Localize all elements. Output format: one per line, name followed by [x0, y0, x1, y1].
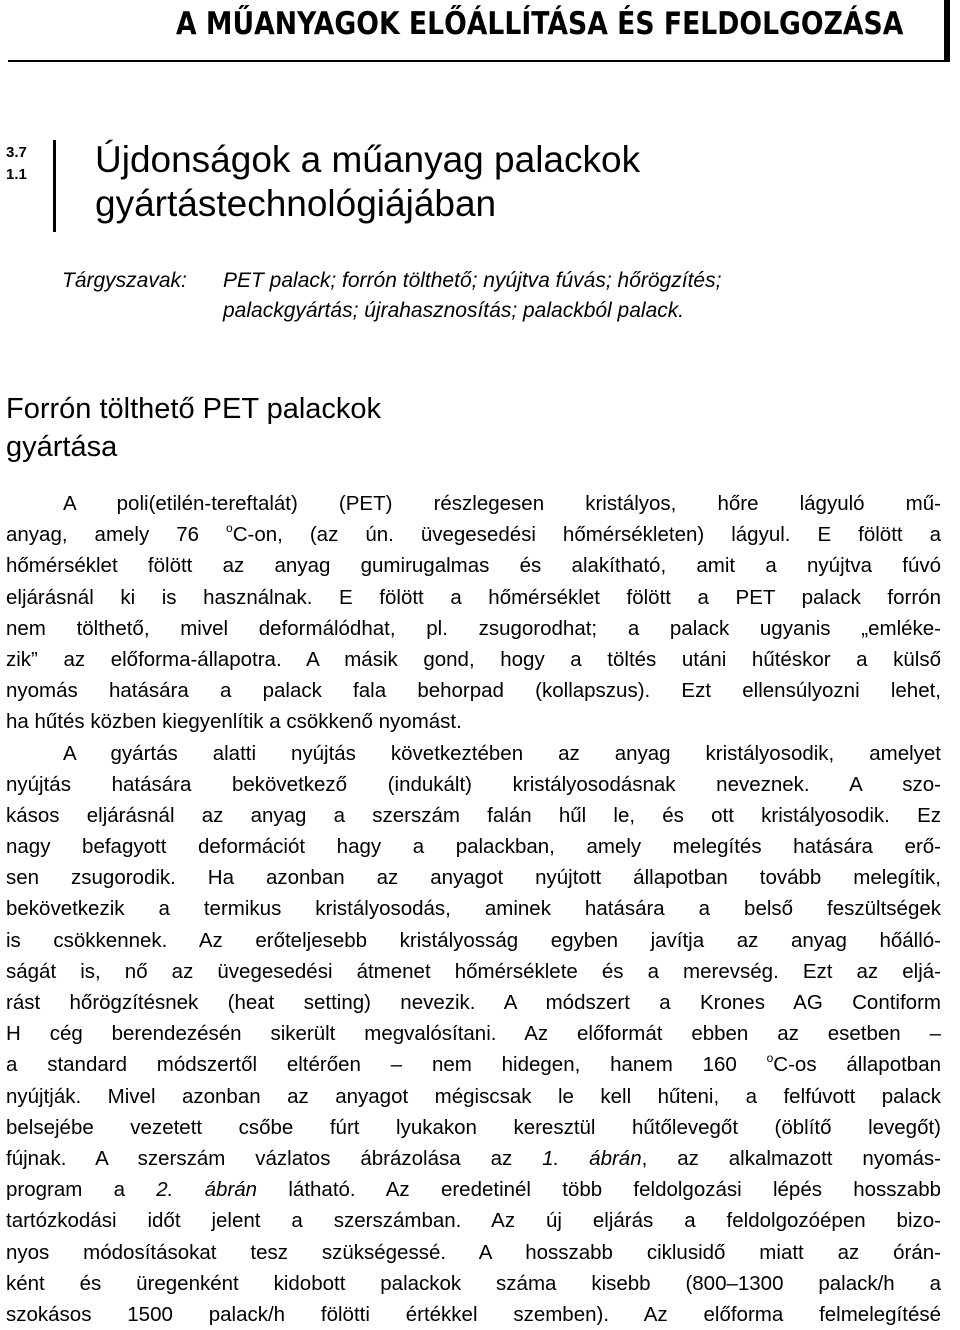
- paragraph-1: [6, 488, 941, 738]
- figure-reference-1: 1. ábrán: [542, 1147, 641, 1170]
- article-title-line1: Újdonságok a műanyag palackok: [95, 138, 935, 182]
- text-line: sen zsugorodik. Ha azonban az anyagot nyújtott állapotban tovább melegítik,: [6, 862, 941, 893]
- text-line: program a 2. ábrán látható. Az eredetinél több feldolgozási lépés hosszabb: [6, 1174, 941, 1205]
- section-heading: [6, 390, 606, 466]
- keywords-label: Tárgyszavak:: [62, 266, 187, 295]
- text-line: H cég berendezésén sikerült megvalósítani. Az előformát ebben az esetben –: [6, 1018, 941, 1049]
- text-line: is csökkennek. Az erőteljesebb kristályosság egyben javítja az anyag hőálló-: [6, 925, 941, 956]
- running-header-title: A MŰANYAGOK ELŐÁLLÍTÁSA ÉS FELDOLGOZÁSA: [176, 6, 903, 42]
- body-text: [6, 488, 941, 1330]
- text-line: nyújtás hatására bekövetkező (indukált) kristályosodásnak neveznek. A szo-: [6, 769, 941, 800]
- keywords-line1: PET palack; forrón tölthető; nyújtva fúvás; hőrögzítés;: [223, 266, 721, 295]
- keywords-line2: palackgyártás; újrahasznosítás; palackból palack.: [223, 296, 684, 325]
- section-number-line1: 3.7: [6, 142, 46, 164]
- text-line: belsejébe vezetett csőbe fúrt lyukakon keresztül hűtőlevegőt (öblítő levegőt): [6, 1112, 941, 1143]
- text-line: hőmérséklet fölött az anyag gumirugalmas és alakítható, amit a nyújtva fúvó: [6, 550, 941, 581]
- text-line: anyag, amely 76 $^o$C-on, (az ún. üvegesedési hőmérsékleten) lágyul. E fölött a: [6, 519, 941, 550]
- section-number-line2: 1.1: [6, 164, 46, 186]
- text-line: tartózkodási időt jelent a szerszámban. Az új eljárás a feldolgozóépen bizo-: [6, 1205, 941, 1236]
- text-line: A gyártás alatti nyújtás következtében az anyag kristályosodik, amelyet: [6, 738, 941, 769]
- text-line: nyos módosításokat tesz szükségessé. A hosszabb ciklusidő miatt az órán-: [6, 1237, 941, 1268]
- text-line: bekövetkezik a termikus kristályosodás, aminek hatására a belső feszültségek: [6, 893, 941, 924]
- header-rule: [8, 60, 950, 62]
- text-line: eljárásnál ki is használnak. E fölött a hőmérséklet fölött a PET palack forrón: [6, 582, 941, 613]
- text-line: ként és üregenként kidobott palackok száma kisebb (800–1300 palack/h a: [6, 1268, 941, 1299]
- text-line: ságát is, nő az üvegesedési átmenet hőmérséklete és a merevség. Ezt az eljá-: [6, 956, 941, 987]
- article-title: [95, 138, 935, 226]
- text-line: kásos eljárásnál az anyag a szerszám falán hűl le, és ott kristályosodik. Ez: [6, 800, 941, 831]
- text-line: nem tölthető, mivel deformálódhat, pl. zsugorodhat; a palack ugyanis „emléke-: [6, 613, 941, 644]
- figure-reference-2: 2. ábrán: [156, 1178, 257, 1201]
- text-line: nagy befagyott deformációt hagy a palackban, amely melegítés hatására erő-: [6, 831, 941, 862]
- title-divider: [53, 140, 56, 232]
- text-line: nyomás hatására a palack fala behorpad (kollapszus). Ezt ellensúlyozni lehet,: [6, 675, 941, 706]
- text-line: rást hőrögzítésnek (heat setting) nevezik. A módszert a Krones AG Contiform: [6, 987, 941, 1018]
- text-line: A poli(etilén-tereftalát) (PET) részlegesen kristályos, hőre lágyuló mű-: [6, 488, 941, 519]
- running-header: [8, 0, 950, 62]
- text-line: szokásos 1500 palack/h fölötti értékkel szemben). Az előforma felmelegítésé: [6, 1299, 941, 1330]
- section-number: [6, 142, 46, 186]
- text-line: zik” az előforma-állapotra. A másik gond, hogy a töltés utáni hűtéskor a külső: [6, 644, 941, 675]
- section-heading-line1: Forrón tölthető PET palackok: [6, 390, 606, 428]
- text-line: fújnak. A szerszám vázlatos ábrázolása az 1. ábrán, az alkalmazott nyomás-: [6, 1143, 941, 1174]
- article-title-line2: gyártástechnológiájában: [95, 182, 935, 226]
- text-line: a standard módszertől eltérően – nem hidegen, hanem 160 $^o$C-os állapotban: [6, 1049, 941, 1080]
- paragraph-2: [6, 738, 941, 1330]
- text-line: ha hűtés közben kiegyenlítik a csökkenő nyomást.: [6, 706, 941, 737]
- text-line: nyújtják. Mivel azonban az anyagot mégiscsak le kell hűteni, a felfúvott palack: [6, 1081, 941, 1112]
- section-heading-line2: gyártása: [6, 428, 606, 466]
